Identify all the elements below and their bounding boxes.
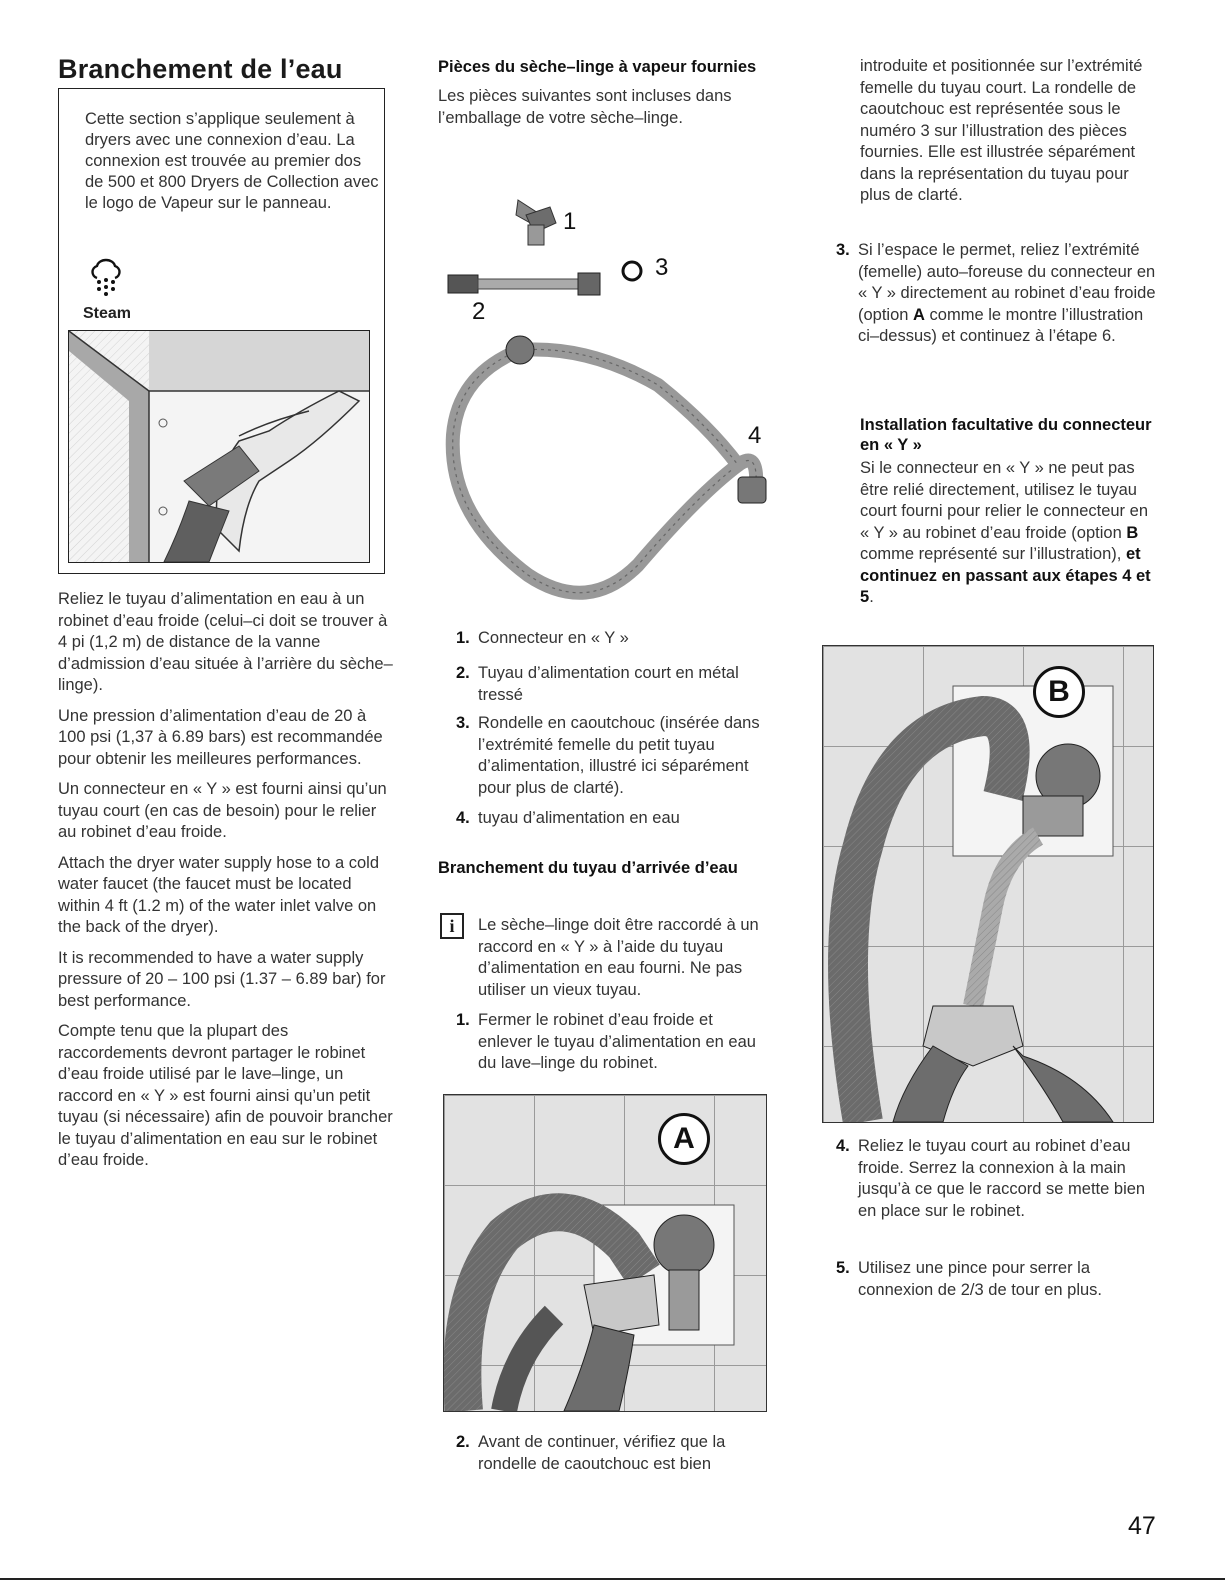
paragraph-y-connector-fr: Un connecteur en « Y » est fourni ainsi qu’un tuyau court (en cas de besoin) pour le relier au robinet d’eau froide. [58,780,387,841]
page-title: Branchement de l’eau [58,54,343,84]
steam-note-text: Cette section s’applique seulement à dryers avec une connexion d’eau. La connexion est trouvée au premier dos de 500 et 800 Dryers de Collection avec le logo de Vapeur sur le panneau. [85,110,379,212]
step-4: 4. Reliez le tuyau court au robinet d’eau froide. Serrez la connexion à la main jusqu’à ce que le raccord se mette bien en place sur le robinet. [836,1137,1146,1220]
parts-section [438,57,778,129]
supplied-parts-illustration [438,185,778,625]
optional-y-heading: Installation facultative du connecteur en « Y » [860,416,1152,454]
parts-list-item: 1. Connecteur en « Y » [456,629,629,647]
paragraph-connect-hose-en: Attach the dryer water supply hose to a cold water faucet (the faucet must be located within 4 ft (1.2 m) of the water inlet valve on the back of the dryer). [58,853,380,936]
parts-list-item: 2. Tuyau d’alimentation court en métal tressé [456,664,739,704]
step-3: 3. Si l’espace le permet, reliez l’extrémité (femelle) auto–foreuse du connecteur en « Y » directement au robinet d’eau froide (option A comme le montre l’illustration ci–dessus) et continuez à l’étape 6. [836,241,1156,345]
figure-b-badge: B [1033,666,1085,718]
paragraph-connect-hose-fr: Reliez le tuyau d’alimentation en eau à un robinet d’eau froide (celui–ci doit se trouver à 4 pi (1,2 m) de distance de la vanne d’admission d’eau située à l’arrière du sèche–linge). [58,590,393,694]
figure-b-short-hose-connection [822,645,1154,1123]
paragraph-pressure-fr: Une pression d’alimentation d’eau de 20 à 100 psi (1,37 à 6.89 bars) est recommandée pour obtenir les meilleures performances. [58,706,383,768]
part-label-2: 2 [472,298,486,325]
steam-note-box [58,88,385,574]
optional-y-text: Si le connecteur en « Y » ne peut pas être relié directement, utilisez le tuyau court fourni pour relier le connecteur en « Y » au robinet d’eau froide (option B comme représenté sur l’illustration), et continuez en passant aux étapes 4 et 5. [860,459,1151,606]
info-icon: i [440,913,464,939]
parts-intro: Les pièces suivantes sont incluses dans l’emballage de votre sèche–linge. [438,87,732,127]
hose-connection-heading: Branchement du tuyau d’arrivée d’eau [438,859,738,877]
figure-a-direct-connection [443,1094,767,1412]
step-5: 5. Utilisez une pince pour serrer la connexion de 2/3 de tour en plus. [836,1259,1103,1299]
step-2-continuation: introduite et positionnée sur l’extrémité femelle du tuyau court. La rondelle de caoutchouc est représentée sous le numéro 3 sur l’illustration des pièces fournies. Elle est illustrée séparément dans la représentation du tuyau pour plus de clarté. [860,57,1143,204]
steam-label: Steam [83,305,132,322]
parts-heading: Pièces du sèche–linge à vapeur fournies [438,58,757,76]
paragraph-shared-faucet-fr: Compte tenu que la plupart des raccordements devront partager le robinet d’eau froide utilisé par le lave–linge, un raccord en « Y » est fourni ainsi qu’un petit tuyau (si nécessaire) afin de pouvoir brancher le tuyau d’alimentation en eau sur le robinet d’eau froide. [58,1022,393,1169]
y-connector-part [516,200,556,245]
page-number: 47 [1128,1512,1156,1540]
step-1: 1. Fermer le robinet d’eau froide et enlever le tuyau d’alimentation en eau du lave–linge du robinet. [456,1011,756,1072]
info-note-text: Le sèche–linge doit être raccordé à un raccord en « Y » à l’aide du tuyau d’alimentation en eau fourni. Ne pas utiliser un vieux tuyau. [478,916,759,999]
step-2: 2. Avant de continuer, vérifiez que la rondelle de caoutchouc est bien [456,1433,726,1473]
column-1-text [58,589,396,1172]
rubber-washer-part [623,262,641,280]
part-label-4: 4 [748,422,762,449]
parts-list-item: 4. tuyau d’alimentation en eau [456,809,680,827]
parts-list-item: 3. Rondelle en caoutchouc (insérée dans l’extrémité femelle du petit tuyau d’alimentation, illustré ici séparément pour plus de clarté). [456,714,760,797]
water-supply-hose-part [453,336,766,593]
short-braided-hose-part [448,273,600,295]
steam-icon [89,256,123,300]
page-bottom-rule [0,1578,1225,1580]
paragraph-pressure-en: It is recommended to have a water supply pressure of 20 – 100 psi (1.37 – 6.89 bar) for best performance. [58,948,386,1010]
figure-a-badge: A [658,1113,710,1165]
part-label-1: 1 [563,208,577,235]
part-label-3: 3 [655,254,669,281]
hand-connecting-hose-illustration [68,330,370,563]
